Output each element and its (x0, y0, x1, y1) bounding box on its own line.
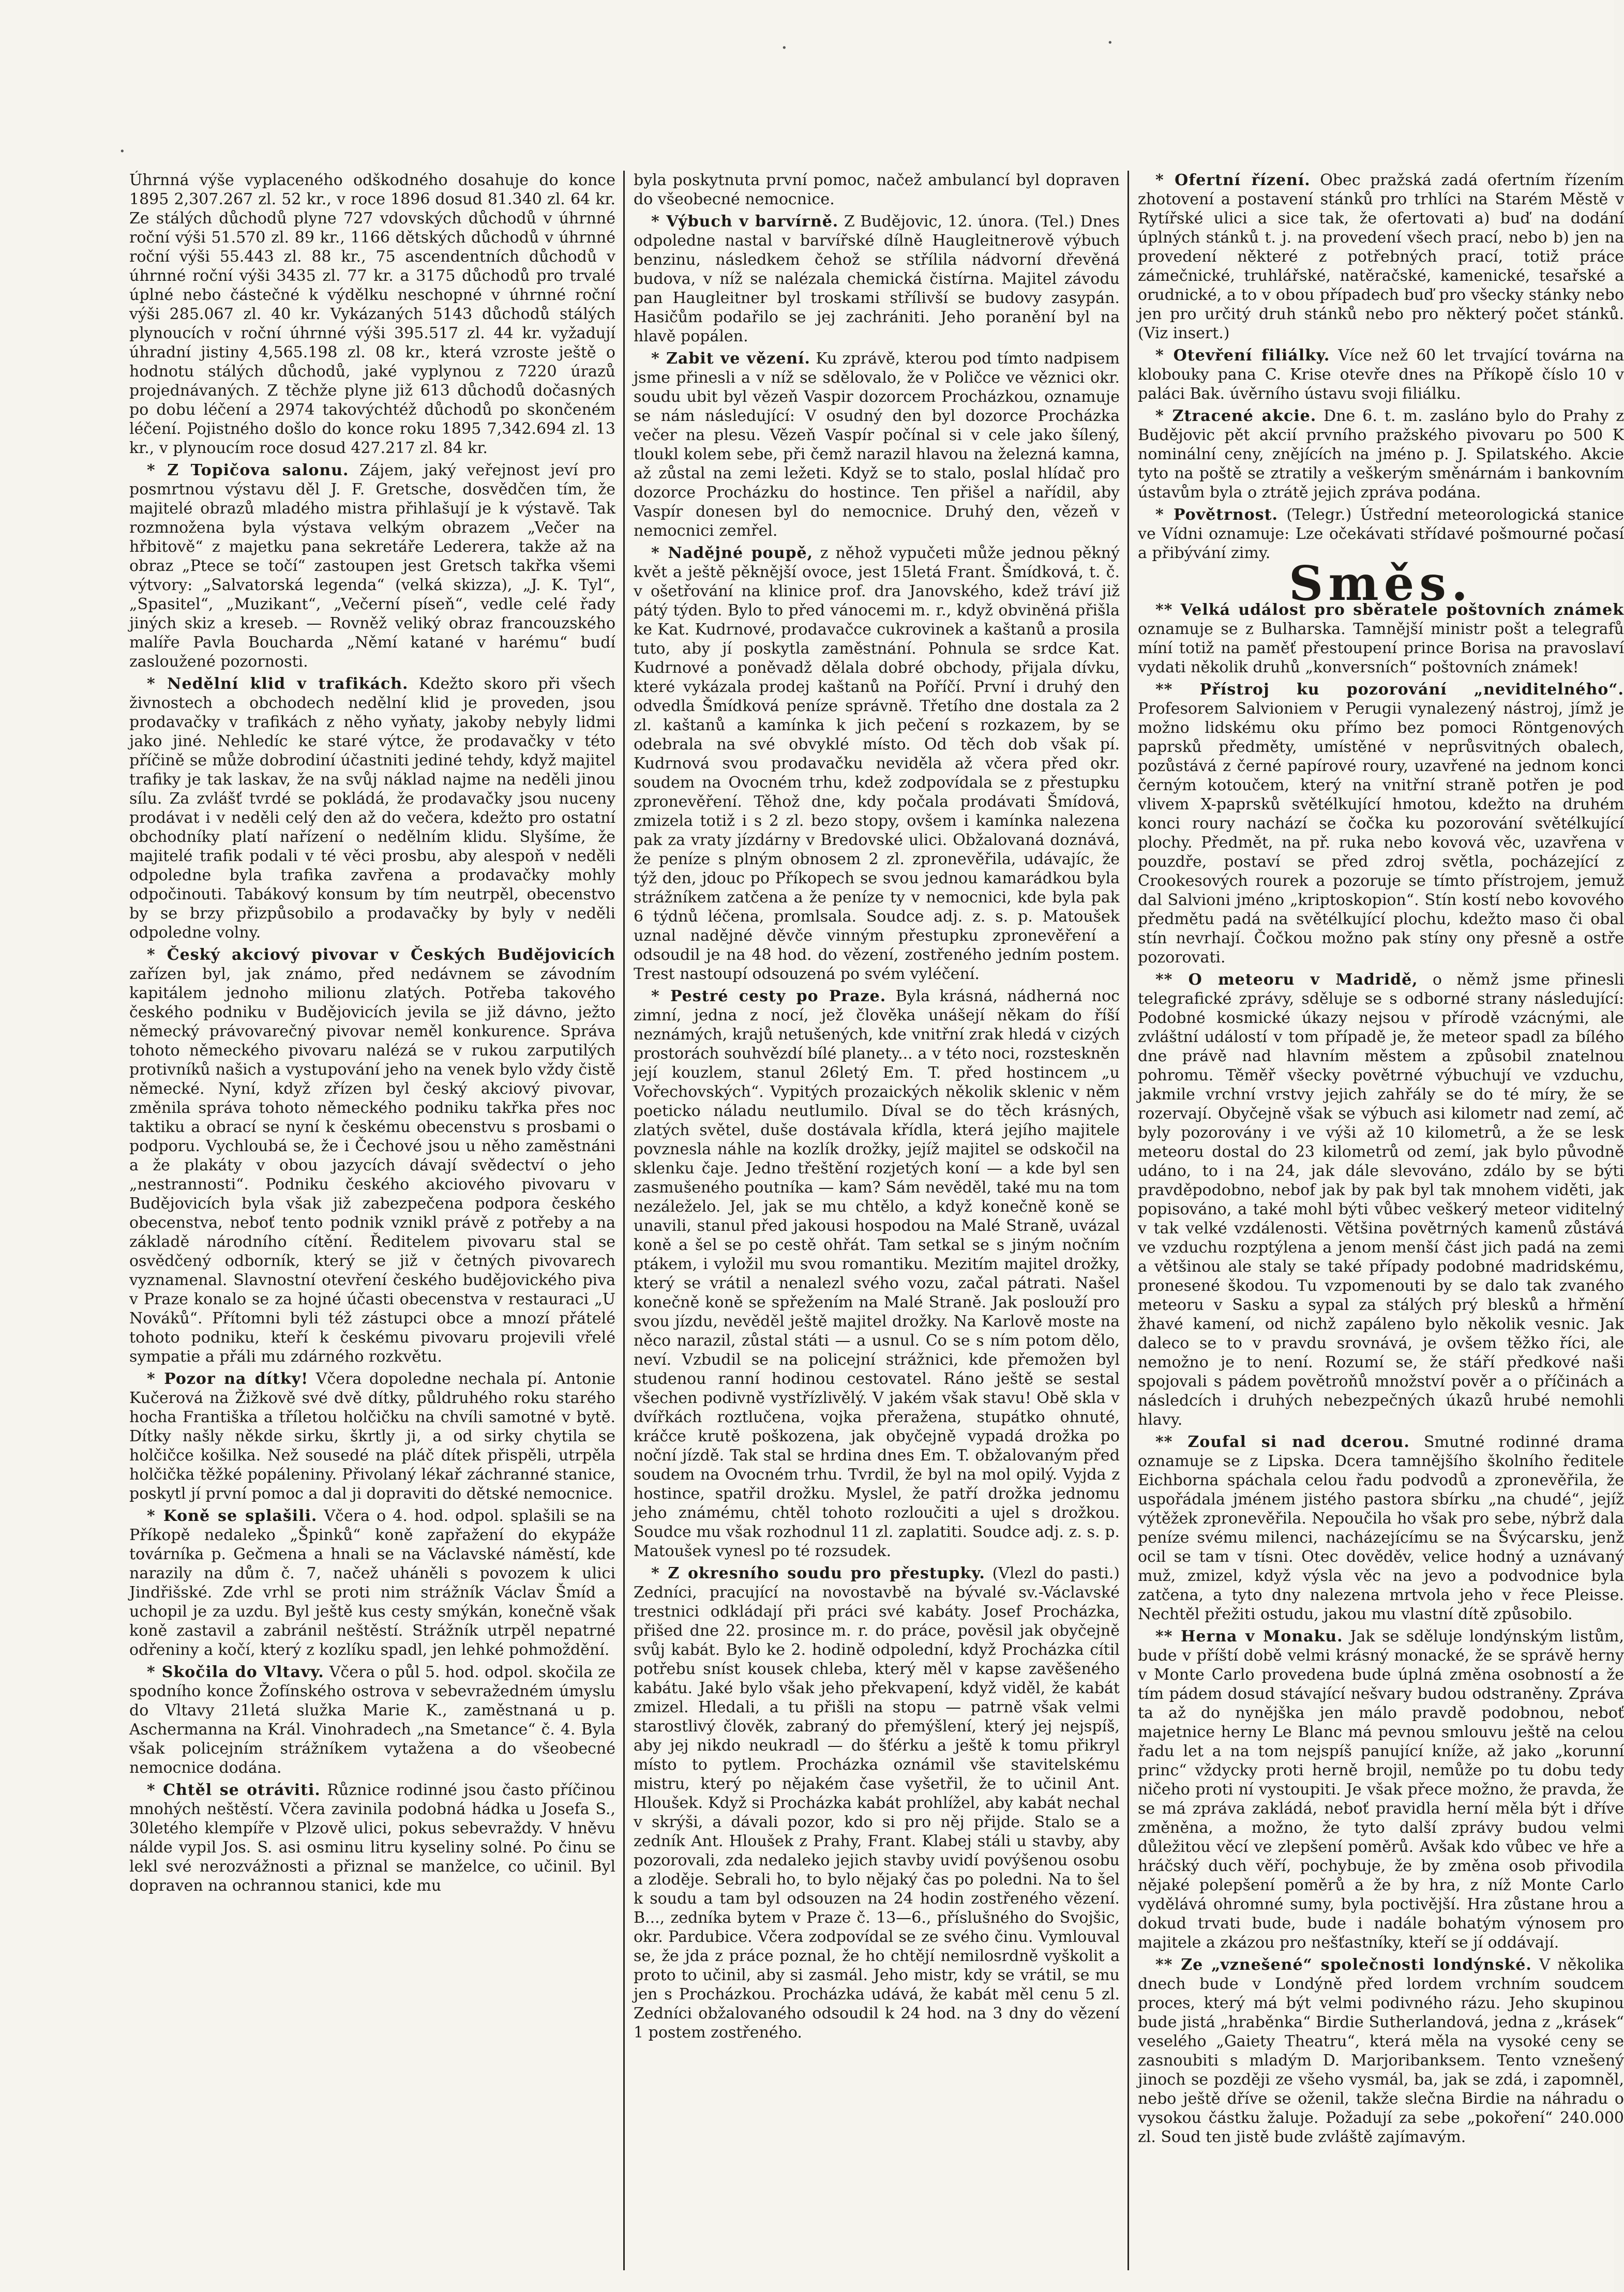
article-text: Ku zprávě, kterou pod tímto nadpisem jsme přinesli a v níž se sdělovalo, že v Poličce ve věznici okr. soudu ubit byl vězeň Vaspir dozorcem Procházkou, oznamuje se nám následující: V osudný den byl dozorce Procházka večer na plesu. Vězeň Vaspír počínal si v cele jako šílený, tloukl kolem sebe, při čemž narazil hlavou na železná kamna, až zůstal na zemi ležeti. Když se to stalo, poslal hlídač pro dozorce Procházku do hostince. Ten přišel a nařídil, aby Vaspír donesen byl do nemocnice. Druhý den, vězeň v nemocnici zemřel. (634, 350, 1120, 540)
article-paragraph (129, 1663, 615, 1777)
article-text: (Telegr.) Ústřední meteorologická stanice ve Vídni oznamuje: Lze očekávati střídavé pošmourné počasí a přibývání zimy. (1138, 506, 1624, 562)
article-headline: ** Přístroj ku pozorování „neviditelného“. (1155, 681, 1624, 699)
article-paragraph (129, 945, 615, 1366)
article-paragraph (1138, 680, 1624, 967)
article-headline: ** O meteoru v Madridě, (1155, 971, 1418, 989)
article-headline: ** Herna v Monaku. (1155, 1627, 1343, 1646)
article-text: (Vlezl do pasti.) Zedníci, pracující na novostavbě na bývalé sv.-Václavské trestnici odkládají při práci své kabáty. Josef Procházka, přišed dne 22. prosince m. r. do práce, pověsil jak obyčejně svůj kabát. Bylo ke 2. hodině odpolední, když Procházka cítil potřebu sníst kousek chleba, který měl v kapse zavěšeného kabátu. Jaké bylo však jeho překvapení, když viděl, že kabát zmizel. Hledali, a tu přišli na stopu — patrně však velmi starostlivý člověk, zabraný do přemýšlení, který jej nejspíš, aby jej nikdo neukradl — do šťérku a ještě k tomu přikryl místo to pytlem. Procházka oznámil vše stavitelskému mistru, který po nějakém čase vyšetřil, že to učinil Ant. Hloušek. Když si Procházka kabát prohlížel, aby kabát nechal v skrýši, a dávali pozor, kdo si pro něj přijde. Stalo se a zedník Ant. Hloušek z Prahy, Frant. Klabej stáli u stavby, aby pozorovali, zda nedaleko jejich stavby uvidí povýšenou osobu a zloděje. Sebrali ho, to bylo nějaký čas po poledni. Na to šel k soudu a tam byl odsouzen na 24 hodin zostřeného vězení. B..., zedníka bytem v Praze č. 13—6., příslušného do Svojšic, okr. Pardubice. Včera zodpovídal se ze svého činu. Vymlouval se, že jda z práce poznal, že ho chtějí nemilosrdně vyškolit a proto to učinil, aby si zasmál. Jeho mistr, kdy se vrátil, se mu jen s Procházkou. Procházka udává, že kabát měl cenu 5 zl. Zedníci obžalovaného odsoudil k 24 hod. na 3 dny do vězení 1 postem zostřeného. (634, 1564, 1120, 2042)
article-headline: * Zabit ve vězení. (651, 350, 810, 368)
article-headline: * Z Topičova salonu. (147, 461, 349, 479)
article-paragraph (1138, 600, 1624, 677)
article-headline: ** Velká událost pro sběratele poštovních známek (1155, 601, 1624, 619)
article-paragraph (129, 1781, 615, 1895)
article-headline: * Koně se splašili. (147, 1507, 318, 1525)
article-headline: * Výbuch v barvírně. (651, 213, 839, 231)
article-headline: ** Ze „vznešené“ společnosti londýnské. (1155, 1956, 1532, 1974)
article-text: Úhrnná výše vyplaceného odškodného dosahuje do konce 1895 2,307.267 zl. 52 kr., v roce 1896 dosud 81.340 zl. 64 kr. Ze stálých důchodů plyne 727 vdovských důchodů v úhrnné roční výši 51.570 zl. 89 kr., 1166 dětských důchodů v úhrnné roční výši 55.443 zl. 88 kr., 75 ascendentních důchodů v úhrnné roční výši 3435 zl. 77 kr. a 3175 důchodů pro trvalé úplné nebo částečné k výdělku neschopné v úhrnné roční výši 285.067 zl. 40 kr. Vykázaných 5143 důchodů stálých plynoucích v roční úhrnné výši 395.517 zl. 44 kr. vyžadují úhradní jistiny 4,565.198 zl. 08 kr., která vzroste ještě o hodnotu stálých důchodů, jaké vyplynou z 7220 úrazů projednávaných. Z těchže plyne již 613 důchodů dočasných po dobu léčení a 2974 takovýchtéž důchodů po skončeném léčení. Pojistného došlo do konce roku 1895 7,342.694 zl. 13 kr., v plynoucím roce dosud 427.217 zl. 84 kr. (129, 171, 615, 457)
article-headline: * Skočila do Vltavy. (147, 1663, 324, 1681)
article-text: Jak se sděluje londýnským listům, bude v příští době velmi krásný monacké, že se správě herny v Monte Carlo provedena bude úplná změna osobností a že tím pádem dosud stávající nešvary budou odstraněny. Zpráva ta až do nynějška jen málo pravdě podobnou, neboť majetnice herny Le Blanc má pevnou smlouvu ještě na celou řadu let a na tom nejspíš panující kníže, až jako „korunní princ“ vždycky proti herně brojil, nemůže po tu dobu tedy ničeho proti ní vystoupiti. Je však přece možno, že pravda, že se má zpráva zakládá, neboť pravidla herní měla být i dříve změněna, a možno, že tyto další zprávy budou velmi důležitou věcí ve zlepšení poměrů. Avšak kdo vůbec ve hře a hráčský duch věří, pochybuje, že by změna osob přivodila nějaké polepšení poměrů a že by hra, z níž Monte Carlo vydělává ohromné sumy, byla poctivější. Hra zůstane hrou a dokud trvati bude, bude i nadále bohatým výnosem pro majitele a zkázou pro nešťastníky, kteří se jí oddávají. (1138, 1627, 1624, 1952)
article-headline: * Nedělní klid v trafikách. (147, 675, 409, 693)
article-text: Včera o půl 5. hod. odpol. skočila ze spodního konce Žofínského ostrova v sebevražedném úmyslu do Vltavy 21letá služka Marie K., zaměstnaná u p. Aschermanna na Král. Vinohradech „na Smetance“ č. 4. Byla však policejním strážníkem vytažena a do všeobecné nemocnice dodána. (129, 1663, 615, 1777)
page-mark: · (119, 140, 126, 163)
article-paragraph (634, 544, 1120, 984)
article-text: Různice rodinné jsou často příčinou mnohých neštěstí. Včera zavinila podobná hádka u Josefa S., 30letého klempíře v Plzově ulici, pokus sebevraždy. V hněvu nálde vypil Jos. S. asi osminu litru kyseliny solné. Po činu se lekl své nerozvážnosti a přiznal se manželce, co učinil. Byl dopraven na ochrannou stanici, kde mu (129, 1781, 615, 1895)
column-divider (623, 171, 625, 2270)
article-text: Dne 6. t. m. zasláno bylo do Prahy z Budějovic pět akcií prvního pražského pivovaru po 500 K nominální ceny, znějících na jméno p. J. Spilatského. Akcie tyto na poště se ztratily a veškerým směnárnám i bankovním ústavům byla o ztrátě jejich zpráva podána. (1138, 407, 1624, 502)
article-headline: * Pestré cesty po Praze. (651, 987, 886, 1005)
article-paragraph (129, 1506, 615, 1660)
article-paragraph (634, 1564, 1120, 2042)
article-paragraph (1138, 1627, 1624, 1952)
article-headline: ** Zoufal si nad dcerou. (1155, 1433, 1410, 1451)
article-paragraph (129, 1369, 615, 1503)
article-headline: * Nadějné poupě, (651, 544, 814, 562)
article-paragraph (129, 674, 615, 942)
article-text: V několika dnech bude v Londýně před lordem vrchním soudcem proces, který má být velmi podivného rázu. Jeho skupinou bude jistá „hraběnka“ Birdie Sutherlandová, jedna z „krásek“ veselého „Gaiety Theatru“, která měla na vysoké ceny se zasnoubiti s mladým D. Marjoribanksem. Tento vznešený jinoch se později ze všeho vysmál, ba, jak se zdá, i zapomněl, nebo ještě dříve se oženil, takže slečna Birdie na náhradu o vysokou částku žaluje. Požadují za sebe „pokoření“ 240.000 zl. Soud ten jistě bude zvláště zajímavým. (1138, 1956, 1624, 2146)
article-headline: * Chtěl se otráviti. (147, 1781, 321, 1799)
article-paragraph (1138, 1432, 1624, 1624)
article-headline: * Ztracené akcie. (1155, 407, 1317, 425)
article-text: zařízen byl, jak známo, před nedávnem se závodním kapitálem jednoho milionu zlatých. Potřeba takového českého podniku v Budějovicích jevila se již dávno, ježto německý právovarečný pivovar neměl konkurence. Správa tohoto německého pivovaru nalézá se v rukou zarputilých protivníků našich a vystupování jeho na venek bylo vždy čistě německé. Nyní, když zřízen byl český akciový pivovar, změnila správa tohoto německého podniku takřka přes noc taktiku a obrací se nyní k českému obecenstvu s prosbami o podporu. Vychloubá se, že i Čechové jsou u něho zaměstnáni a že plakáty v obou jazycích dávají svědectví o jeho „nestrannosti“. Podniku českého akciového pivovaru v Budějovicích byla však již zabezpečena podpora českého obecenstva, neboť tento podnik vznikl právě z potřeby a na základě národního cítění. Ředitelem pivovaru stal se osvědčený odborník, který se již v četných pivovarech vyznamenal. Slavnostní otevření českého budějovického piva v Praze konalo se za hojné účasti obecenstva v restauraci „U Nováků“. Přítomni byli též zástupci obce a mnozí přátelé tohoto podniku, kteří k českému pivovaru projevili vřelé sympatie a přáli mu zdárného rozkvětu. (129, 965, 615, 1366)
article-headline: * Ofertní řízení. (1155, 171, 1311, 189)
article-headline: * Otevření filiálky. (1155, 346, 1330, 365)
article-text: oznamuje se z Bulharska. Tamnější ministr pošt a telegrafů míní totiž na paměť přestoupení prince Borisa na pravoslaví vydati několik druhů „konversních“ poštovních známek! (1138, 620, 1624, 676)
article-text: Včera o 4. hod. odpol. splašili se na Příkopě nedaleko „Špinků“ koně zapřažení do ekypáže továrníka p. Gečmena a hnali se na Václavské náměstí, kde narazily na dům č. 7, načež uháněli s povozem k ulici Jindřišské. Zde vrhl se proti nim strážník Václav Šmíd a uchopil je za uzdu. Byl ještě kus cesty smýkán, konečně však koně zastavil a zabránil neštěstí. Strážník utrpěl nepatrné odřeniny a kočí, který z kozlíku spadl, jen lehké pohmoždění. (129, 1507, 615, 1659)
article-paragraph (129, 461, 615, 671)
article-paragraph (1138, 970, 1624, 1429)
section-heading: Směs. (1288, 555, 1473, 611)
article-text: Více než 60 let trvající továrna na klobouky pana C. Krise otevře dnes na Příkopě číslo 10 v paláci Bak. úvěrního ústavu svoji filiálku. (1138, 346, 1624, 403)
article-headline: * Český akciový pivovar v Českých Budějovicích (147, 946, 615, 964)
article-text: o němž jsme přinesli telegrafické zprávy, sděluje se s odborné strany následující: Podobné kosmické úkazy nejsou v přírodě vzácnými, ale zvláštní událostí v tom případě je, že meteor spadl za bílého dne právě nad hlavním městem a způsobil znatelnou pohromu. Těměř všecky povětrné výbuchují ve vzduchu, jakmile vrchní vrstvy jejich zahřály se do té míry, že se rozervají. Obyčejně však se výbuch asi kilometr nad zemí, ač byly pozorovány i ve výši až 10 kilometrů, a že se lesk meteoru dostal do 23 kilometrů od zemí, jak bylo původně udáno, to i na 24, jak dále slevováno, zdálo by se býti pravděpodobno, nebof jak by pak byl tak mnohem viděti, jak popisováno, a také mohl býti vůbec veškerý meteor viditelný v tak velké vzdálenosti. Většina povětrných kamenů zůstává ve vzduchu rozptýlena a jenom menší část jich padá na zemi a většinou ale staly se také případy podobné madridskému, pronesené škodou. Tu vzpomenouti by se dalo tak zvaného meteoru v Sasku a sypal za stálých prý blesků a hřmění žhavé kamení, od nichž zapáleno bylo několik vesnic. Jak daleco se to v pravdu srovnává, je ovšem těžko říci, ale nemožno je to není. Rozumí se, že stáří předkové naši spojovali s pádem povětroňů množství pověr a o příčinách a následcích i druhých nebezpečných úkazů hrubé nemohli hlavy. (1138, 971, 1624, 1429)
article-paragraph (634, 987, 1120, 1561)
article-text: Včera dopoledne nechala pí. Antonie Kučerová na Žižkově své dvě dítky, půldruhého roku starého hocha Františka a tříletou holčičku na chvíli samotné v bytě. Dítky našly někde sirku, škrtly ji, a od sirky chytila se holčičce košilka. Než sousedé na pláč dítek přispěli, utrpěla holčička těžké popáleniny. Přivolaný lékař záchranné stanice, poskytl jí první pomoc a dal ji dopraviti do dětské nemocnice. (129, 1370, 615, 1503)
article-text: Profesorem Salvioniem v Perugii vynalezený nástroj, jímž je možno lidskému oku přímo bez pomoci Röntgenových paprsků předměty, umístěné v neprůsvitných obalech, pozůstává z černé papírové roury, uzavřené na jednom konci černým kotoučem, který na vnitřní straně potřen je pod vlivem X-paprsků světélkující hmotou, kdežto na druhém konci roury nachází se čočka ku pozorování světélkující plochy. Předmět, na př. ruka nebo kovová věc, uzavřena v pouzdře, postaví se před zdroj světla, pocházející z Crookesových rourek a pozoruje se tímto přístrojem, jemuž dal Salvioni jméno „kriptoskopion“. Stín kostí nebo kovového předmětu padá na světélkující plochu, kdežto maso či obal stín nevrhají. Čočkou možno pak stíny ony přesně a ostře pozorovati. (1138, 700, 1624, 967)
column-right (1138, 171, 1624, 2270)
article-headline: * Z okresního soudu pro přestupky. (651, 1564, 985, 1582)
article-paragraph (634, 171, 1120, 209)
article-text: byla poskytnuta první pomoc, načež ambulancí byl dopraven do všeobecné nemocnice. (634, 171, 1120, 208)
article-paragraph (1138, 1955, 1624, 2147)
article-text: z něhož vypučeti může jednou pěkný květ a ještě pěknější ovoce, jest 15letá Frant. Šmídková, t. č. v ošetřování na klinice prof. dra Janovského, kdež tráví již pátý týden. Bylo to před vánocemi m. r., když obviněná přišla ke Kat. Kudrnové, prodavačce cukrovinek a kaštanů a prosila tuto, aby jí poskytla zaměstnání. Pohnula se srdce Kat. Kudrnové a poněvadž dělala dobré obchody, přijala dívku, které vykázala prodej kaštanů na Poříčí. První i druhý den odvedla Šmídková peníze správně. Třetího dne dostala za 2 zl. kaštanů a kamínka k jich pečení s rozkazem, by se odebrala na své obvyklé místo. Od těch dob však pí. Kudrnová svou prodavačku neviděla až včera před okr. soudem na Ovocném trhu, kdež zodpovídala se z přestupku zpronevěření. Těhož dne, kdy počala prodávati Šmídová, zmizela totiž i s 2 zl. bezo stopy, ovšem i kamínka nalezena pak za vraty jízdárny v Bredovské ulici. Obžalovaná doznává, že peníze s plným obnosem 2 zl. zpronevěřila, udávajíc, že týž den, jdouc po Příkopech se svou jednou kamarádkou byla strážníkem zatčena a že peníze ty v nemocnici, kde byla pak 6 týdnů léčena, promlsala. Soudce adj. z. s. p. Matoušek uznal nadějné děvče vinným přestupku zpronevěření a odsoudil je na 48 hod. do vězení, zostřeného jedním postem. Trest nastoupí odsouzená po svém vyléčení. (634, 544, 1120, 983)
article-text: Obec pražská zadá ofertním řízením zhotovení a postavení stánků pro trhlíci na Starém Městě v Rytířské ulici a sice tak, že ofertovati a) buď na dodání úplných stánků t. j. na provedení všech prací, nebo b) jen na provedení některé z potřebných prací, totiž práce zámečnické, truhlářské, natěračské, kamenické, tesařské a orudnické, a to v obou případech buď pro všecky stánky nebo jen pro určitý druh stánků nebo pro některý počet stánků. (Viz insert.) (1138, 171, 1624, 342)
column-middle (634, 171, 1120, 2270)
article-text: Z Budějovic, 12. února. (Tel.) Dnes odpoledne nastal v barvířské dílně Haugleitnerově výbuch benzinu, následkem čehož se střílila nádvorní dřevěná budova, v níž se nalézala chemická čistírna. Majitel závodu pan Haugleitner byl troskami střílivší se budovy zasypán. Hasičům podařilo se jej zachrániti. Jeho poranění byl na hlavě popálen. (634, 213, 1120, 345)
article-paragraph (1138, 505, 1624, 563)
article-text: Zájem, jaký veřejnost jeví pro posmrtnou výstavu děl J. F. Gretsche, dosvědčen tím, že majitelé obrazů mladého mistra přihlašují je k výstavě. Tak rozmnožena byla výstava velkým obrazem „Večer na hřbitově“ z majetku pana sekretáře Lederera, takže až na obraz „Ptece se točí“ zastoupen jest Gretsch takřka všemi výtvory: „Salvatorská legenda“ (velká skizza), „J. K. Tyl“, „Spasitel“, „Muzikant“, „Večerní píseň“, vedle celé řady jiných skiz a kreseb. — Rovněž veliký obraz francouzského malíře Pavla Boucharda „Němí katané v harému“ budí zasloužené pozornosti. (129, 461, 615, 671)
article-paragraph (1138, 406, 1624, 502)
page-mark: · (781, 36, 788, 60)
article-headline: * Povětrnost. (1155, 506, 1278, 524)
article-paragraph (1138, 171, 1624, 343)
article-paragraph (1138, 346, 1624, 403)
column-left (129, 171, 615, 2270)
article-paragraph (129, 171, 615, 458)
article-paragraph (634, 349, 1120, 540)
article-paragraph (634, 212, 1120, 346)
article-text: Smutné rodinné drama oznamuje se z Lipska. Dcera tamnějšího školního ředitele Eichborna spáchala celou řadu podvodů a zpronevěřila, že uspořádala jménem jistého pastora sbírku „na chudé“, jejíž výtěžek zpronevěřila. Nepoučila ho však pro sebe, nýbrž dala peníze svému milenci, nacházejícímu se na Švýcarsku, jenž ocil se tam v tísni. Otec dověděv, velice hodný a uznávaný muž, zmizel, když výsla věc na jevo a podvodnice byla zatčena, a tyto dny nalezena mrtvola jeho v řece Pleisse. Nechtěl přežiti ostudu, jakou mu vlastní dítě způsobilo. (1138, 1433, 1624, 1623)
article-text: Kdežto skoro při všech živnostech a obchodech nedělní klid je proveden, jsou prodavačky v trafikách z něho vyňaty, jakoby nebyly lidmi jako jiné. Nehledíc ke staré výtce, že prodavačky v této příčině se může dobrodiní účastniti jediné tehdy, když majitel trafiky je tak laskav, že na svůj náklad najme na neděli jinou sílu. Za zvlášť tvrdé se pokládá, že prodavačky jsou nuceny prodávat i v neděli celý den až do večera, kdežto pro ostatní obchodníky platí nařízení o nedělním klidu. Slyšíme, že majitelé trafik podali v té věci prosbu, aby alespoň v neděli odpoledne byla trafika zavřena a prodavačky mohly odpočinouti. Tabákový konsum by tím neutrpěl, obecenstvo by se brzy přizpůsobilo a prodavačky by byly v neděli odpoledne volny. (129, 675, 615, 942)
article-text: Byla krásná, nádherná noc zimní, jedna z nocí, jež člověka unášejí někam do říší neznámých, krajů netušených, kde vnitřní zrak hledá v cizých prostorách souhvězdí bílé planety... a v této noci, rozsteskněn její kouzlem, stanul 26letý Em. T. před hostincem „u Vořechovských“. Vypitých prozaických několik sklenic v něm poeticko náladu neutlumilo. Díval se do těch krásných, zlatých světel, duše dostávala křídla, která jejího majitele povznesla náhle na kozlík drožky, jejíž majitel se odskočil na sklenku čaje. Jedno třeštění rozjetých koní — a kde byl sen zasmušeného poutníka — kam? Sám nevěděl, také mu na tom nezáleželo. Jel, jak se mu chtělo, a když konečně koně se unavili, stanul před jakousi hospodou na Malé Straně, uvázal koně a šel se po cestě ohřát. Tam setkal se s jiným nočním ptákem, i vyložil mu svou romantiku. Mezitím majitel drožky, který se vrátil a nenalezl svého vozu, začal pátrati. Našel konečně koně se spřežením na Malé Straně. Jak poslouží pro svou jízdu, nevěděl ještě majitel drožky. Na Karlově moste na něco narazil, zůstal státi — a usnul. Co se s ním potom dělo, neví. Vzbudil se na policejní strážnici, kde přemožen byl studenou ranní hodinou cestovatel. Ráno ještě se sestal všechen podivně vystřízlivělý. V jakém však stavu! Obě skla v dvířkách roztlučena, vojka přeražena, stupátko ohnuté, kráčce krutě poškozena, jak obyčejně vypadá drožka po noční jízdě. Tak stal se hrdina dnes Em. T. obžalovaným před soudem na Ovocném trhu. Tvrdil, že byl na mol opilý. Vyjda z hostince, spatřil drožku. Myslel, že patří drožka jednomu jeho známému, chtěl tohoto rozloučiti a ujel s drožkou. Soudce mu však rozhodnul 11 zl. zaplatiti. Soudce adj. z. s. p. Matoušek vynesl po té rozsudek. (634, 987, 1120, 1560)
article-headline: * Pozor na dítky! (147, 1370, 309, 1388)
page-mark: · (1107, 31, 1114, 55)
column-divider (1127, 171, 1129, 2270)
